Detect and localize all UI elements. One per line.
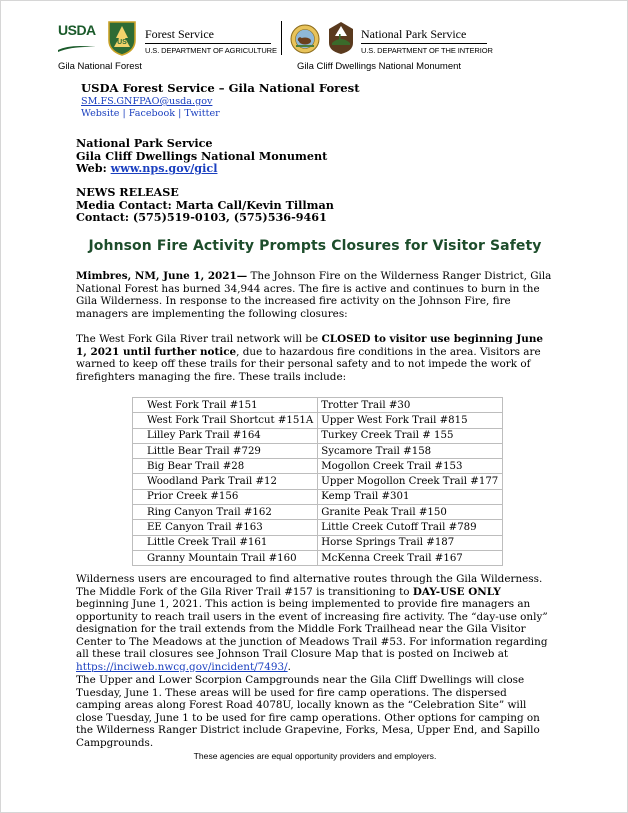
- twitter-link[interactable]: Twitter: [184, 108, 220, 119]
- divider: [281, 21, 282, 55]
- gila-cliff-dwellings-label: Gila Cliff Dwellings National Monument: [297, 61, 462, 72]
- trail-cell: Horse Springs Trail #187: [318, 535, 503, 550]
- usda-logo-text: USDA: [58, 22, 96, 38]
- table-row: [133, 505, 503, 520]
- trail-cell: West Fork Trail Shortcut #151A: [133, 413, 318, 428]
- nps-web-line: [76, 162, 327, 175]
- day-use-text-c: beginning June 1, 2021. This action is being implemented to provide fire managers an opportunity to reach trail users in the event of increasing fire activity. The “day-use only” designation for the trail extends from the Middle Fork Trailhead near the Gila Visitor Center to The Meadows at the junction of Meadows Trail #53. For information regarding all these trail closures see Johnson Trail Closure Map that is posted on Inciweb at: [76, 598, 548, 660]
- paragraph-intro: [76, 270, 554, 320]
- trail-cell: Woodland Park Trail #12: [133, 474, 318, 489]
- nps-contact: [76, 137, 327, 175]
- fs-social-links: [81, 108, 220, 120]
- divider: [361, 43, 487, 44]
- divider: [145, 43, 271, 44]
- link-separator: |: [175, 108, 185, 119]
- doi-seal-icon: [290, 24, 320, 54]
- trail-cell: Big Bear Trail #28: [133, 459, 318, 474]
- trail-cell: Turkey Creek Trail # 155: [318, 428, 503, 443]
- table-row: [133, 413, 503, 428]
- trail-cell: EE Canyon Trail #163: [133, 520, 318, 535]
- fs-email-link[interactable]: [81, 96, 212, 108]
- trail-cell: Mogollon Creek Trail #153: [318, 459, 503, 474]
- nps-web-link[interactable]: www.nps.gov/gicl: [110, 161, 218, 176]
- day-use-bold: DAY-USE ONLY: [412, 585, 501, 598]
- table-row: [133, 428, 503, 443]
- headline: Johnson Fire Activity Prompts Closures for Visitor Safety: [88, 238, 542, 254]
- paragraph-campgrounds: The Upper and Lower Scorpion Campgrounds near the Gila Cliff Dwellings will close Tuesday, June 1. These areas will be used for fire camp operations. The dispersed camping areas along Forest Road 4078U, locally known as the “Celebration Site” will close Tuesday, June 1 to be used for fire camp operations. Other options for camping on the Wilderness Ranger District include Grapevine, Forks, Mesa, Upper End, and Sapillo Campgrounds.: [76, 674, 540, 749]
- paragraph-closure: [76, 333, 554, 383]
- closure-text-c: , due to hazardous fire conditions in the area. Visitors are warned to keep off these trails for their personal safety and to not impede the work of firefighters managing the fire. These trails include:: [76, 345, 541, 383]
- table-row: [133, 489, 503, 504]
- fs-email[interactable]: SM.FS.GNFPAO@usda.gov: [81, 96, 213, 107]
- intro-text: The Johnson Fire on the Wilderness Ranger District, Gila National Forest has burned 34,944 acres. The fire is active and continues to burn in the Gila Wilderness. In response to the increased fire activity on the Johnson Fire, fire managers are implementing the following closures:: [76, 270, 552, 320]
- letterhead: [1, 1, 628, 76]
- table-row: [133, 550, 503, 565]
- trails-table: [132, 397, 503, 566]
- nps-contact-line1: National Park Service: [76, 136, 213, 150]
- day-use-text-d: .: [287, 660, 291, 673]
- day-use-text-a: Wilderness users are encouraged to find alternative routes through the Gila Wilderness. The Middle Fork of the Gila River Trail #157 is transitioning to: [76, 573, 543, 598]
- nps-contact-line2: Gila Cliff Dwellings National Monument: [76, 148, 328, 163]
- trail-cell: Little Creek Cutoff Trail #789: [318, 520, 503, 535]
- news-release-label: NEWS RELEASE: [76, 185, 179, 199]
- trail-cell: McKenna Creek Trail #167: [318, 550, 503, 565]
- table-row: [133, 474, 503, 489]
- nps-web-label: Web:: [76, 161, 111, 176]
- footer-eeo-statement: These agencies are equal opportunity providers and employers.: [193, 751, 437, 761]
- facebook-link[interactable]: Facebook: [128, 108, 176, 119]
- usda-swoosh-icon: [58, 44, 96, 52]
- forest-service-shield-icon: [107, 20, 137, 56]
- trail-cell: Prior Creek #156: [133, 489, 318, 504]
- trail-cell: Sycamore Trail #158: [318, 443, 503, 458]
- inciweb-link[interactable]: https://inciweb.nwcg.gov/incident/7493/: [76, 660, 288, 673]
- media-contact: Media Contact: Marta Call/Kevin Tillman: [76, 197, 334, 212]
- table-row: [133, 520, 503, 535]
- trail-cell: Upper West Fork Trail #815: [318, 413, 503, 428]
- news-release-block: [76, 186, 334, 224]
- link-separator: |: [119, 108, 129, 119]
- fs-contact-title: USDA Forest Service – Gila National Forest: [81, 81, 360, 95]
- trail-cell: Little Bear Trail #729: [133, 443, 318, 458]
- forest-service-dept: U.S. DEPARTMENT OF AGRICULTURE: [145, 46, 277, 55]
- trail-cell: Little Creek Trail #161: [133, 535, 318, 550]
- trail-cell: Ring Canyon Trail #162: [133, 505, 318, 520]
- closure-text-bold: CLOSED to visitor use beginning June 1, 2021 until further notice: [76, 333, 543, 358]
- closure-text-a: The West Fork Gila River trail network will be: [76, 333, 322, 345]
- trail-cell: Lilley Park Trail #164: [133, 428, 318, 443]
- trail-cell: Kemp Trail #301: [318, 489, 503, 504]
- trail-cell: Granny Mountain Trail #160: [133, 550, 318, 565]
- table-row: [133, 398, 503, 413]
- table-row: [133, 443, 503, 458]
- gila-national-forest-label: Gila National Forest: [58, 61, 142, 72]
- paragraph-day-use: [76, 573, 554, 673]
- svg-text:US: US: [117, 39, 127, 46]
- trail-cell: West Fork Trail #151: [133, 398, 318, 413]
- trail-cell: Granite Peak Trail #150: [318, 505, 503, 520]
- trail-cell: Trotter Trail #30: [318, 398, 503, 413]
- nps-arrowhead-icon: [328, 21, 354, 55]
- table-row: [133, 459, 503, 474]
- nps-name: National Park Service: [361, 27, 467, 41]
- trail-cell: Upper Mogollon Creek Trail #177: [318, 474, 503, 489]
- usda-logo: [58, 23, 98, 53]
- table-row: [133, 535, 503, 550]
- website-link[interactable]: Website: [81, 108, 120, 119]
- nps-dept: U.S. DEPARTMENT OF THE INTERIOR: [361, 46, 493, 55]
- contact-phones: Contact: (575)519-0103, (575)536-9461: [76, 210, 327, 225]
- forest-service-name: Forest Service: [145, 27, 214, 41]
- dateline: Mimbres, NM, June 1, 2021—: [76, 270, 248, 282]
